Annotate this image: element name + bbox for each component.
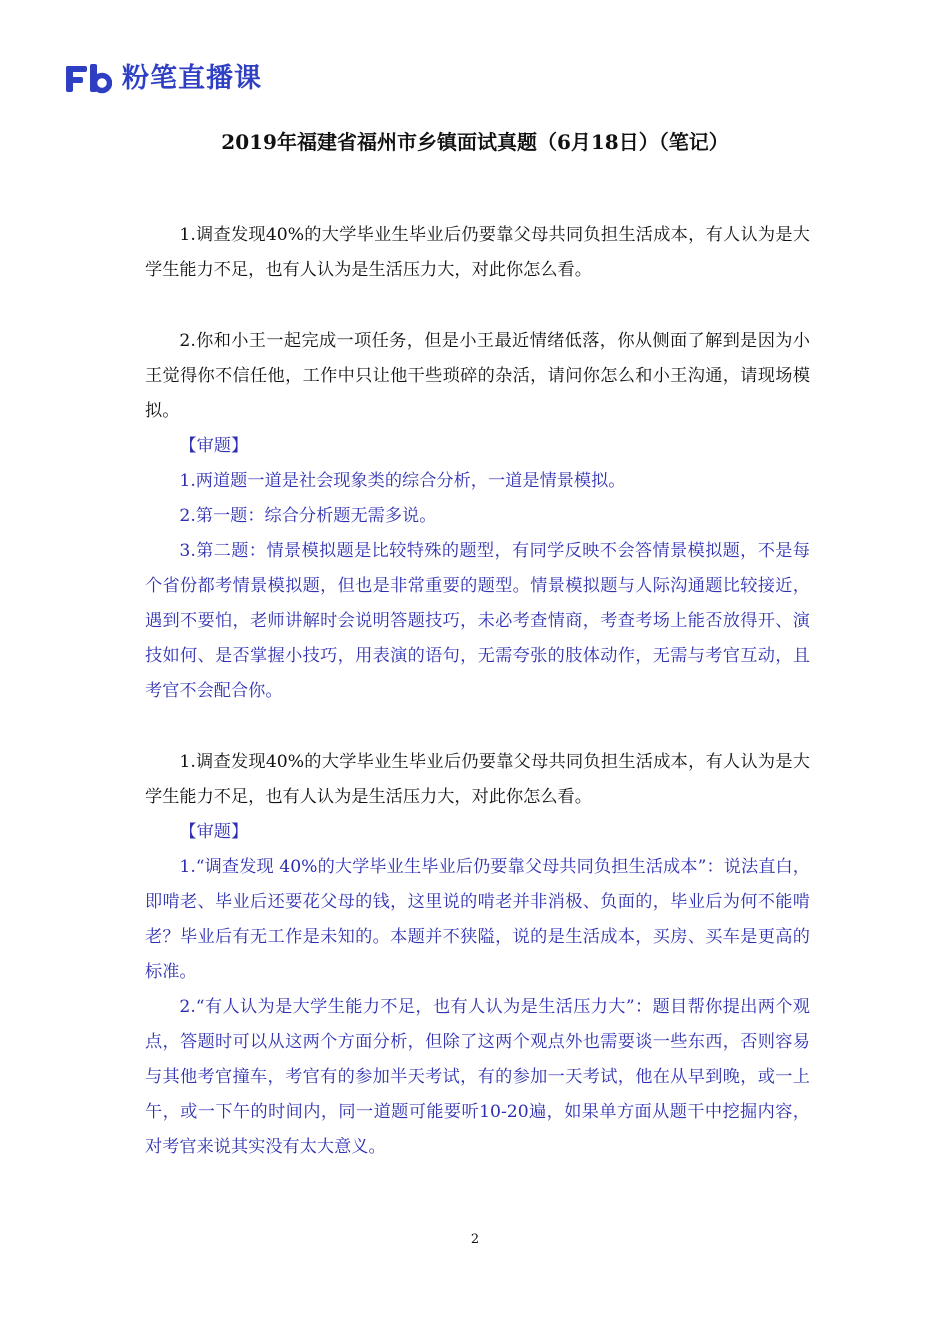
review-label: 【审题】 bbox=[179, 822, 249, 842]
logo-text: 粉笔直播课 bbox=[122, 63, 262, 94]
overview-item: 3.第二题：情景模拟题是比较特殊的题型，有同学反映不会答情景模拟题，不是每个省份都考情景模拟题，但也是非常重要的题型。情景模拟题与人际沟通题比较接近，遇到不要怕，老师讲解时会说明答题技巧，未必考查情商，考查考场上能否放得开、演技如何、是否掌握小技巧，用表演的语句，无需夸张的肢体动作，无需与考官互动，且考官不会配合你。 bbox=[145, 541, 810, 701]
question-1: 1.调查发现40%的大学毕业生毕业后仍要靠父母共同负担生活成本，有人认为是大学生能力不足，也有人认为是生活压力大，对此你怎么看。 bbox=[145, 225, 810, 280]
document-body bbox=[145, 218, 810, 1165]
document-title: 2019年福建省福州市乡镇面试真题（6月18日）（笔记） bbox=[221, 130, 729, 154]
header-logo bbox=[66, 62, 262, 96]
question-1-repeat: 1.调查发现40%的大学毕业生毕业后仍要靠父母共同负担生活成本，有人认为是大学生能力不足，也有人认为是生活压力大，对此你怎么看。 bbox=[145, 752, 810, 807]
overview-item: 2.第一题：综合分析题无需多说。 bbox=[179, 506, 437, 526]
overview-item: 1.两道题一道是社会现象类的综合分析，一道是情景模拟。 bbox=[179, 471, 626, 491]
analysis-item: 1.“调查发现 40%的大学毕业生毕业后仍要靠父母共同负担生活成本”：说法直白，即啃老、毕业后还要花父母的钱，这里说的啃老并非消极、负面的，毕业后为何不能啃老？毕业后有无工作是未知的。本题并不狭隘，说的是生活成本，买房、买车是更高的标准。 bbox=[145, 857, 810, 982]
page-number: 2 bbox=[470, 1232, 480, 1247]
review-label: 【审题】 bbox=[179, 436, 249, 456]
fb-logo-icon bbox=[66, 64, 112, 94]
question-2: 2.你和小王一起完成一项任务，但是小王最近情绪低落，你从侧面了解到是因为小王觉得你不信任他，工作中只让他干些琐碎的杂活，请问你怎么和小王沟通，请现场模拟。 bbox=[145, 331, 810, 421]
analysis-item: 2.“有人认为是大学生能力不足，也有人认为是生活压力大”：题目帮你提出两个观点，答题时可以从这两个方面分析，但除了这两个观点外也需要谈一些东西，否则容易与其他考官撞车，考官有的参加半天考试，有的参加一天考试，他在从早到晚，或一上午，或一下午的时间内，同一道题可能要听10-20遍，如果单方面从题干中挖掘内容，对考官来说其实没有太大意义。 bbox=[145, 997, 810, 1157]
